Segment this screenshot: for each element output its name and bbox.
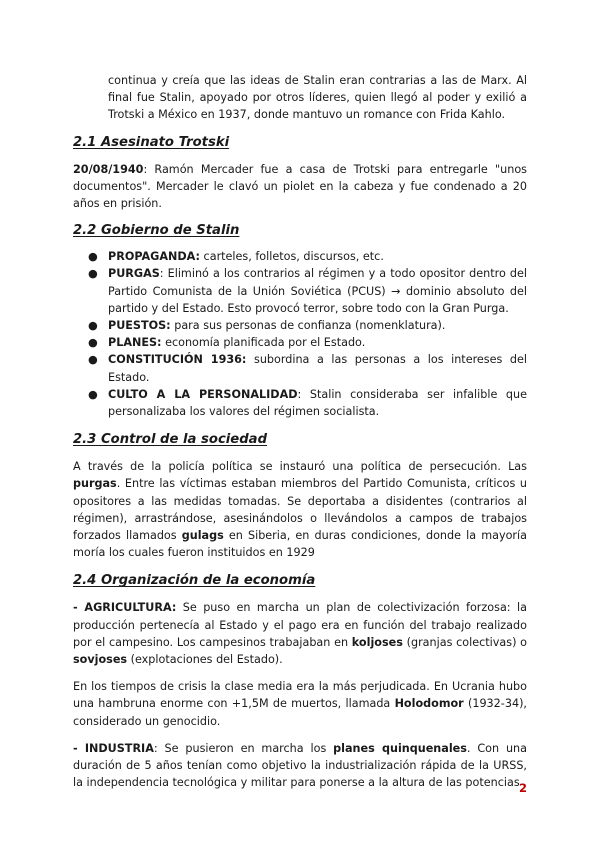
government-list [73, 248, 527, 420]
list-item: ● CONSTITUCIÓN 1936: subordina a las personas a los intereses del Estado. [88, 353, 528, 384]
section-2-2-title: 2.2 Gobierno de Stalin [73, 223, 240, 239]
industry-paragraph: - INDUSTRIA: Se pusieron en marcha los planes quinquenales. Con una duración de 5 años tenían como objetivo la industrialización rápida de la URSS, la independencia tecnológica y militar para ponerse a la altura de las potencias [73, 741, 527, 790]
bullet-icon: ● [88, 267, 98, 281]
agriculture-paragraph: - AGRICULTURA: Se puso en marcha un plan de colectivización forzosa: la producción pertenecía al Estado y el pago era en función del trabajo realizado por el campesino. Los campesinos trabajaban en koljoses (granjas colectivas) o sovjoses (explotaciones del Estado). [73, 601, 528, 667]
intro-paragraph: continua y creía que las ideas de Stalin eran contrarias a las de Marx. Al final fue Stalin, apoyado por otros líderes, quien llegó al poder y exilió a Trotski a México en 1937, donde mantuvo un romance con Frida Kahlo. [108, 74, 527, 122]
document-page [73, 72, 527, 792]
bullet-icon: ● [88, 387, 98, 401]
bullet-icon: ● [88, 250, 98, 264]
bullet-icon: ● [88, 353, 98, 367]
section-2-4-title: 2.4 Organización de la economía [73, 573, 316, 589]
list-item: ● PURGAS: Eliminó a los contrarios al régimen y a todo opositor dentro del Partido Comunista de la Unión Soviética (PCUS) → dominio absoluto del partido y del Estado. Esto provocó terror, sobre todo con la Gran Purga. [88, 267, 527, 315]
list-item: ● PLANES: economía planificada por el Estado. [73, 334, 527, 351]
bullet-icon: ● [88, 336, 98, 350]
page-number: 2 [519, 781, 528, 795]
section-2-1-paragraph: 20/08/1940: Ramón Mercader fue a casa de Trotski para entregarle "unos documentos". Mercader le clavó un piolet en la cabeza y fue condenado a 20 años en prisión. [73, 162, 527, 211]
list-item: ● PROPAGANDA: carteles, folletos, discursos, etc. [73, 248, 527, 265]
crisis-paragraph: En los tiempos de crisis la clase media era la más perjudicada. En Ucrania hubo una hambruna enorme con +1,5M de muertos, llamada Holodomor (1932-34), considerado un genocidio. [73, 680, 527, 728]
bullet-icon: ● [88, 319, 98, 333]
event-date: 20/08/1940 [73, 162, 144, 176]
section-2-3-paragraph: A través de la policía política se instauró una política de persecución. Las purgas. Entre las víctimas estaban miembros del Partido Comunista, críticos u opositores a las medidas tomadas. Se deportaba a disidentes (contrarios al régimen), arrastrándose, asesinándolos o llevándolos a campos de trabajos forzados llamados gulags en Siberia, en duras condiciones, donde la mayoría moría los cuales fueron instituidos en 1929 [73, 460, 527, 560]
list-item: ● CULTO A LA PERSONALIDAD: Stalin consideraba ser infalible que personalizaba los valores del régimen socialista. [88, 387, 527, 419]
section-2-1-title: 2.1 Asesinato Trotski [73, 134, 230, 150]
section-2-3-title: 2.3 Control de la sociedad [73, 432, 268, 448]
list-item: ● PUESTOS: para sus personas de confianza (nomenklatura). [73, 317, 527, 334]
